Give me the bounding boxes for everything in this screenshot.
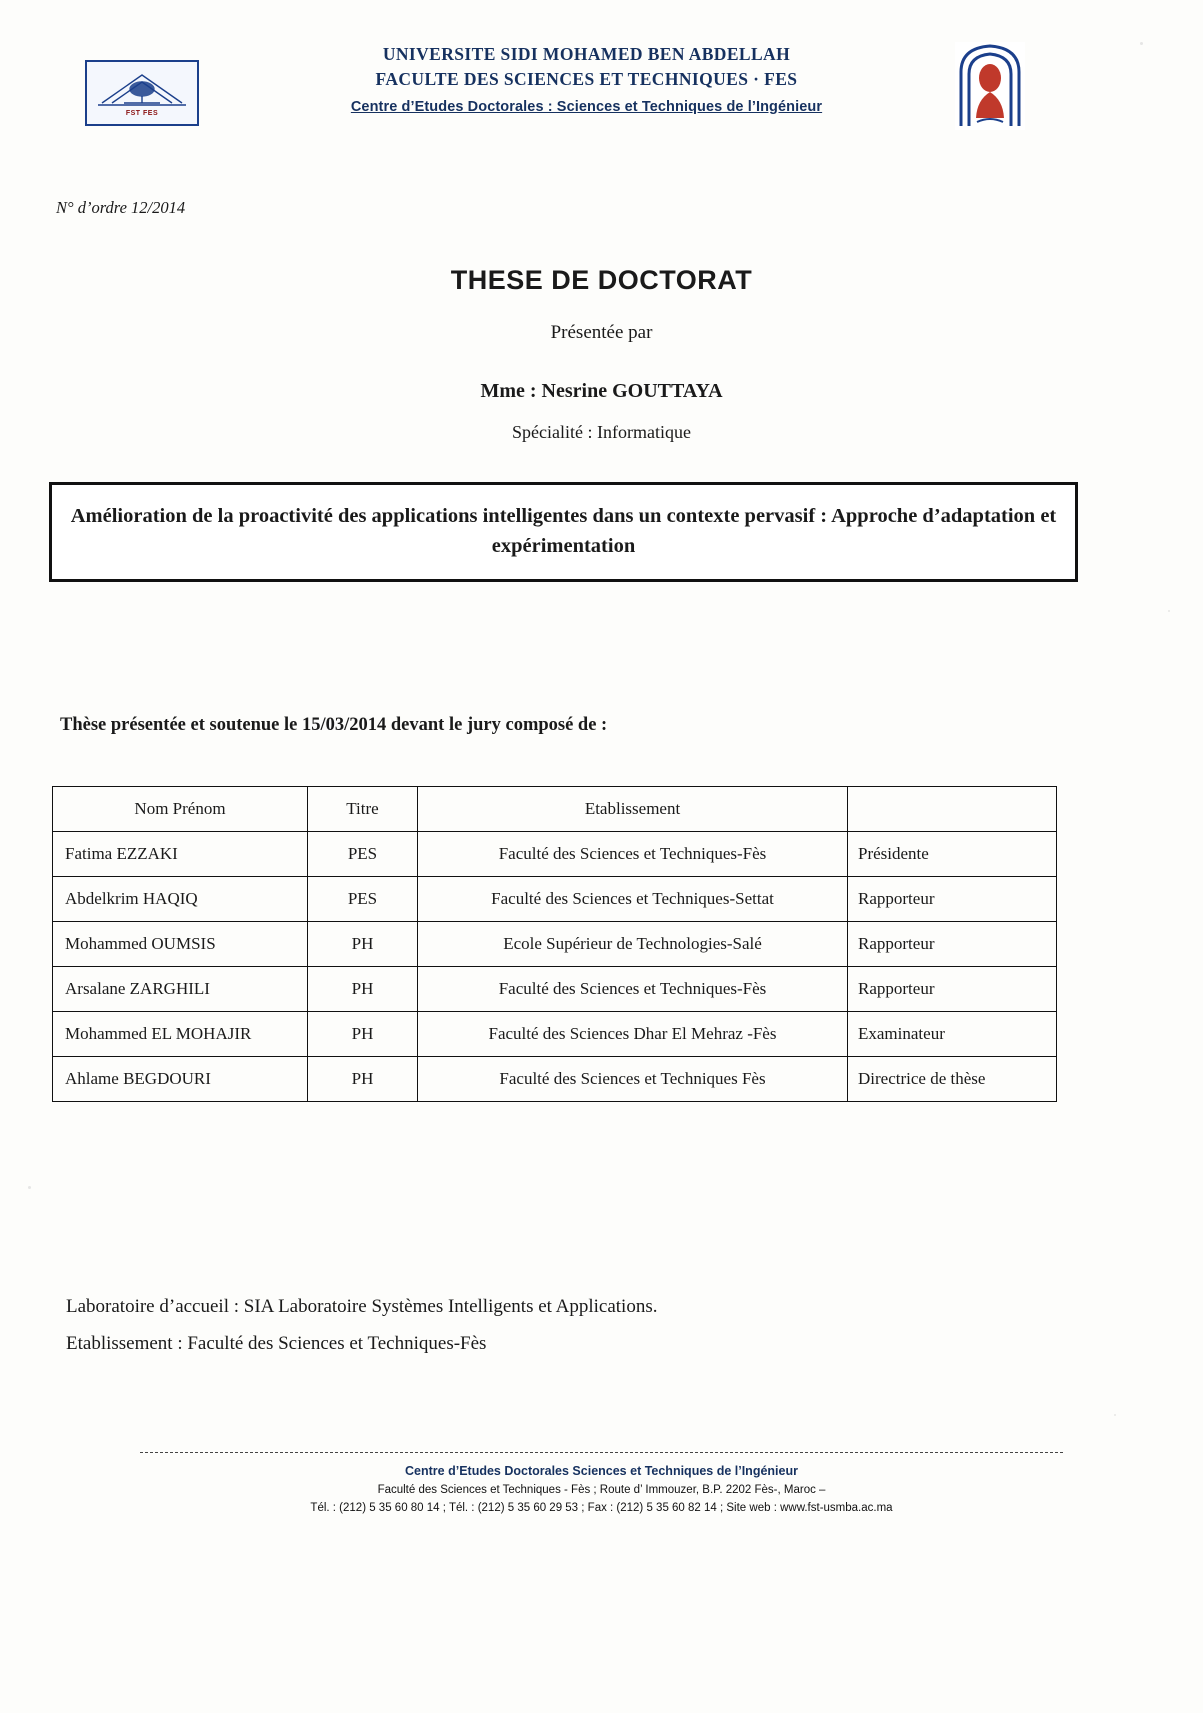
university-seal-logo bbox=[947, 38, 1033, 134]
table-row bbox=[53, 1012, 1057, 1057]
jury-member-role: Rapporteur bbox=[848, 877, 1057, 922]
footer-contact: Tél. : (212) 5 35 60 80 14 ; Tél. : (212) 5 35 60 29 53 ; Fax : (212) 5 35 60 82 14 ; Site web : www.fst-usmba.ac.ma bbox=[310, 1502, 893, 1515]
jury-table bbox=[52, 786, 1057, 1102]
table-row bbox=[53, 967, 1057, 1012]
column-header-establishment: Etablissement bbox=[418, 787, 848, 832]
jury-member-establishment: Faculté des Sciences et Techniques-Fès bbox=[418, 967, 848, 1012]
thesis-title: Amélioration de la proactivité des applications intelligentes dans un contexte pervasif : Approche d’adaptation et expérimentation bbox=[70, 505, 1057, 557]
jury-member-role: Examinateur bbox=[848, 1012, 1057, 1057]
page-title: THESE DE DOCTORAT bbox=[450, 265, 753, 295]
jury-member-title: PH bbox=[308, 967, 418, 1012]
establishment-line: Etablissement : Faculté des Sciences et Techniques-Fès bbox=[66, 1333, 487, 1355]
thesis-title-box bbox=[49, 482, 1078, 582]
jury-intro-text: Thèse présentée et soutenue le 15/03/2014 devant le jury composé de : bbox=[60, 715, 608, 735]
jury-member-role: Directrice de thèse bbox=[848, 1057, 1057, 1102]
jury-member-role: Rapporteur bbox=[848, 967, 1057, 1012]
order-number: N° d’ordre 12/2014 bbox=[56, 198, 186, 217]
footer-address: Faculté des Sciences et Techniques - Fès ; Route d’ Immouzer, B.P. 2202 Fès-, Maroc – bbox=[377, 1484, 826, 1496]
author-name: Mme : Nesrine GOUTTAYA bbox=[480, 380, 723, 402]
speciality-label: Spécialité : Informatique bbox=[512, 422, 691, 442]
jury-member-title: PH bbox=[308, 1057, 418, 1102]
jury-member-title: PES bbox=[308, 877, 418, 922]
header-titles bbox=[240, 42, 933, 115]
jury-member-name: Arsalane ZARGHILI bbox=[53, 967, 308, 1012]
doctoral-center-name: Centre d’Etudes Doctorales : Sciences et Techniques de l’Ingénieur bbox=[350, 98, 823, 115]
table-row bbox=[53, 1057, 1057, 1102]
university-name: UNIVERSITE SIDI MOHAMED BEN ABDELLAH bbox=[382, 44, 791, 64]
laboratory-info bbox=[66, 1288, 657, 1362]
jury-member-establishment: Faculté des Sciences et Techniques Fès bbox=[418, 1057, 848, 1102]
laboratory-line: Laboratoire d’accueil : SIA Laboratoire Systèmes Intelligents et Applications. bbox=[66, 1296, 658, 1317]
table-row bbox=[53, 832, 1057, 877]
jury-member-establishment: Faculté des Sciences Dhar El Mehraz -Fès bbox=[418, 1012, 848, 1057]
document-header bbox=[80, 30, 1123, 140]
table-row bbox=[53, 922, 1057, 967]
jury-member-title: PES bbox=[308, 832, 418, 877]
column-header-role bbox=[848, 787, 1057, 832]
jury-member-establishment: Ecole Supérieur de Technologies-Salé bbox=[418, 922, 848, 967]
jury-member-title: PH bbox=[308, 922, 418, 967]
jury-member-role: Rapporteur bbox=[848, 922, 1057, 967]
jury-member-name: Mohammed EL MOHAJIR bbox=[53, 1012, 308, 1057]
jury-member-title: PH bbox=[308, 1012, 418, 1057]
faculty-name: FACULTE DES SCIENCES ET TECHNIQUES · FES bbox=[375, 68, 798, 89]
footer-divider bbox=[140, 1452, 1063, 1453]
university-logo-left bbox=[85, 60, 199, 126]
column-header-name: Nom Prénom bbox=[53, 787, 308, 832]
logo-left-caption: FST FES bbox=[125, 110, 159, 117]
jury-member-name: Fatima EZZAKI bbox=[53, 832, 308, 877]
footer-center-name: Centre d’Etudes Doctorales Sciences et Techniques de l’Ingénieur bbox=[405, 1464, 798, 1478]
column-header-title: Titre bbox=[308, 787, 418, 832]
jury-member-name: Ahlame BEGDOURI bbox=[53, 1057, 308, 1102]
presented-by-label: Présentée par bbox=[550, 322, 653, 343]
table-header-row bbox=[53, 787, 1057, 832]
document-footer bbox=[140, 1452, 1063, 1518]
jury-member-name: Abdelkrim HAQIQ bbox=[53, 877, 308, 922]
jury-member-role: Présidente bbox=[848, 832, 1057, 877]
jury-member-establishment: Faculté des Sciences et Techniques-Fès bbox=[418, 832, 848, 877]
jury-member-establishment: Faculté des Sciences et Techniques-Settat bbox=[418, 877, 848, 922]
jury-member-name: Mohammed OUMSIS bbox=[53, 922, 308, 967]
table-row bbox=[53, 877, 1057, 922]
